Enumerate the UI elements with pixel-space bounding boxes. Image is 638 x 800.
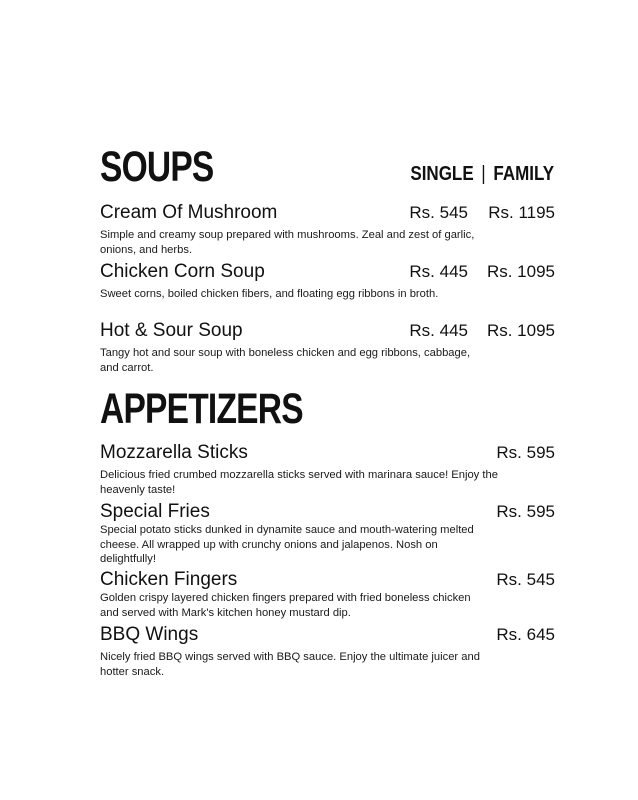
item-description: Nicely fried BBQ wings served with BBQ sauce. Enjoy the ultimate juicer and hotter snack. (100, 651, 480, 678)
item-name: Hot & Sour Soup (100, 320, 243, 341)
appetizers-heading: APPETIZERS (100, 385, 303, 433)
family-column-label: FAMILY (493, 163, 554, 185)
price-family: Rs. 1095 (486, 262, 555, 281)
item-description: Sweet corns, boiled chicken fibers, and floating egg ribbons in broth. (100, 288, 439, 300)
item-description: Delicious fried crumbed mozzarella sticks served with marinara sauce! Enjoy the heavenly taste! (100, 469, 498, 496)
single-column-label: SINGLE (410, 163, 474, 185)
item-name: Chicken Corn Soup (100, 261, 265, 282)
item-name: Mozzarella Sticks (100, 442, 248, 463)
price-columns-header (410, 164, 554, 184)
item-price: Rs. 595 (496, 502, 555, 521)
item-name: Cream Of Mushroom (100, 202, 278, 223)
item-price: Rs. 595 (496, 443, 555, 462)
price-single: Rs. 545 (409, 203, 468, 222)
price-single: Rs. 445 (409, 262, 468, 281)
item-description: Tangy hot and sour soup with boneless chicken and egg ribbons, cabbage, and carrot. (100, 347, 471, 374)
item-description: Golden crispy layered chicken fingers prepared with fried boneless chicken and served with Mark's kitchen honey mustard dip. (100, 592, 471, 619)
item-name: BBQ Wings (100, 624, 199, 645)
price-family: Rs. 1195 (488, 203, 555, 222)
column-separator: | (481, 163, 486, 185)
soups-heading: SOUPS (100, 143, 214, 191)
item-price: Rs. 645 (496, 625, 555, 644)
item-price: Rs. 545 (496, 570, 555, 589)
price-single: Rs. 445 (409, 321, 468, 340)
item-name: Special Fries (100, 501, 210, 522)
item-description: Special potato sticks dunked in dynamite sauce and mouth-watering melted cheese. All wrapped up with crunchy onions and jalapenos. Nosh on delightfully! (100, 524, 474, 565)
item-description: Simple and creamy soup prepared with mushrooms. Zeal and zest of garlic, onions, and herbs. (100, 229, 475, 256)
price-family: Rs. 1095 (486, 321, 555, 340)
item-name: Chicken Fingers (100, 569, 238, 590)
